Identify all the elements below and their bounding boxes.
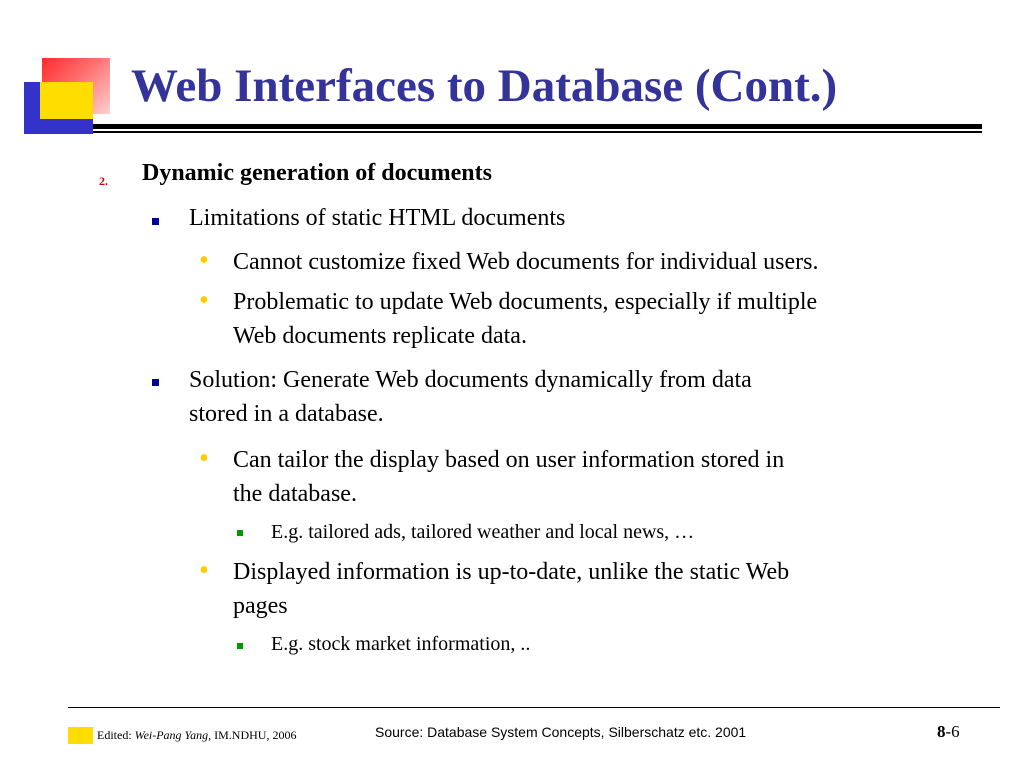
bullet-solution-line1: Solution: Generate Web documents dynamically from data bbox=[189, 367, 752, 393]
slide-title: Web Interfaces to Database (Cont.) bbox=[131, 60, 838, 112]
footer-credit bbox=[97, 728, 296, 743]
green-square-bullet-icon bbox=[237, 530, 243, 536]
footer-yellow-square-icon bbox=[68, 727, 93, 744]
yellow-dot-bullet-icon: • bbox=[199, 555, 209, 586]
heading-text: Dynamic generation of documents bbox=[142, 160, 492, 186]
footer-chapter: 8 bbox=[937, 722, 946, 741]
footer-rule bbox=[68, 707, 1000, 708]
footer-edited-label: Edited: bbox=[97, 728, 132, 742]
bullet-uptodate-line1: Displayed information is up-to-date, unlike the static Web bbox=[233, 559, 790, 585]
logo-squares bbox=[0, 0, 120, 140]
bullet-uptodate-line2: pages bbox=[233, 593, 288, 619]
bullet-tailor-line1: Can tailor the display based on user information stored in bbox=[233, 447, 785, 473]
blue-square-bullet-icon bbox=[152, 218, 159, 225]
bullet-solution-line2: stored in a database. bbox=[189, 401, 384, 427]
footer-author: Wei-Pang Yang, bbox=[134, 728, 212, 742]
bullet-limitations: Limitations of static HTML documents bbox=[189, 205, 566, 231]
heading-number: 2. bbox=[99, 174, 108, 188]
footer-org-year: IM.NDHU, 2006 bbox=[214, 728, 297, 742]
footer-source: Source: Database System Concepts, Silberschatz etc. 2001 bbox=[375, 724, 747, 740]
blue-square-bullet-icon bbox=[152, 379, 159, 386]
yellow-dot-bullet-icon: • bbox=[199, 285, 209, 316]
yellow-dot-bullet-icon: • bbox=[199, 443, 209, 474]
bullet-cannot-customize: Cannot customize fixed Web documents for individual users. bbox=[233, 249, 819, 275]
bullet-tailor-example: E.g. tailored ads, tailored weather and local news, … bbox=[271, 521, 695, 543]
bullet-problematic-line1: Problematic to update Web documents, especially if multiple bbox=[233, 289, 818, 315]
title-rule-thin bbox=[93, 131, 982, 133]
green-square-bullet-icon bbox=[237, 643, 243, 649]
footer-page-number bbox=[937, 722, 960, 742]
bullet-tailor-line2: the database. bbox=[233, 481, 357, 507]
yellow-dot-bullet-icon: • bbox=[199, 245, 209, 276]
bullet-uptodate-example: E.g. stock market information, .. bbox=[271, 633, 531, 655]
bullet-problematic-line2: Web documents replicate data. bbox=[233, 323, 527, 349]
footer-page: -6 bbox=[945, 722, 960, 741]
logo-yellow-square bbox=[40, 82, 93, 119]
title-rule-thick bbox=[93, 124, 982, 129]
